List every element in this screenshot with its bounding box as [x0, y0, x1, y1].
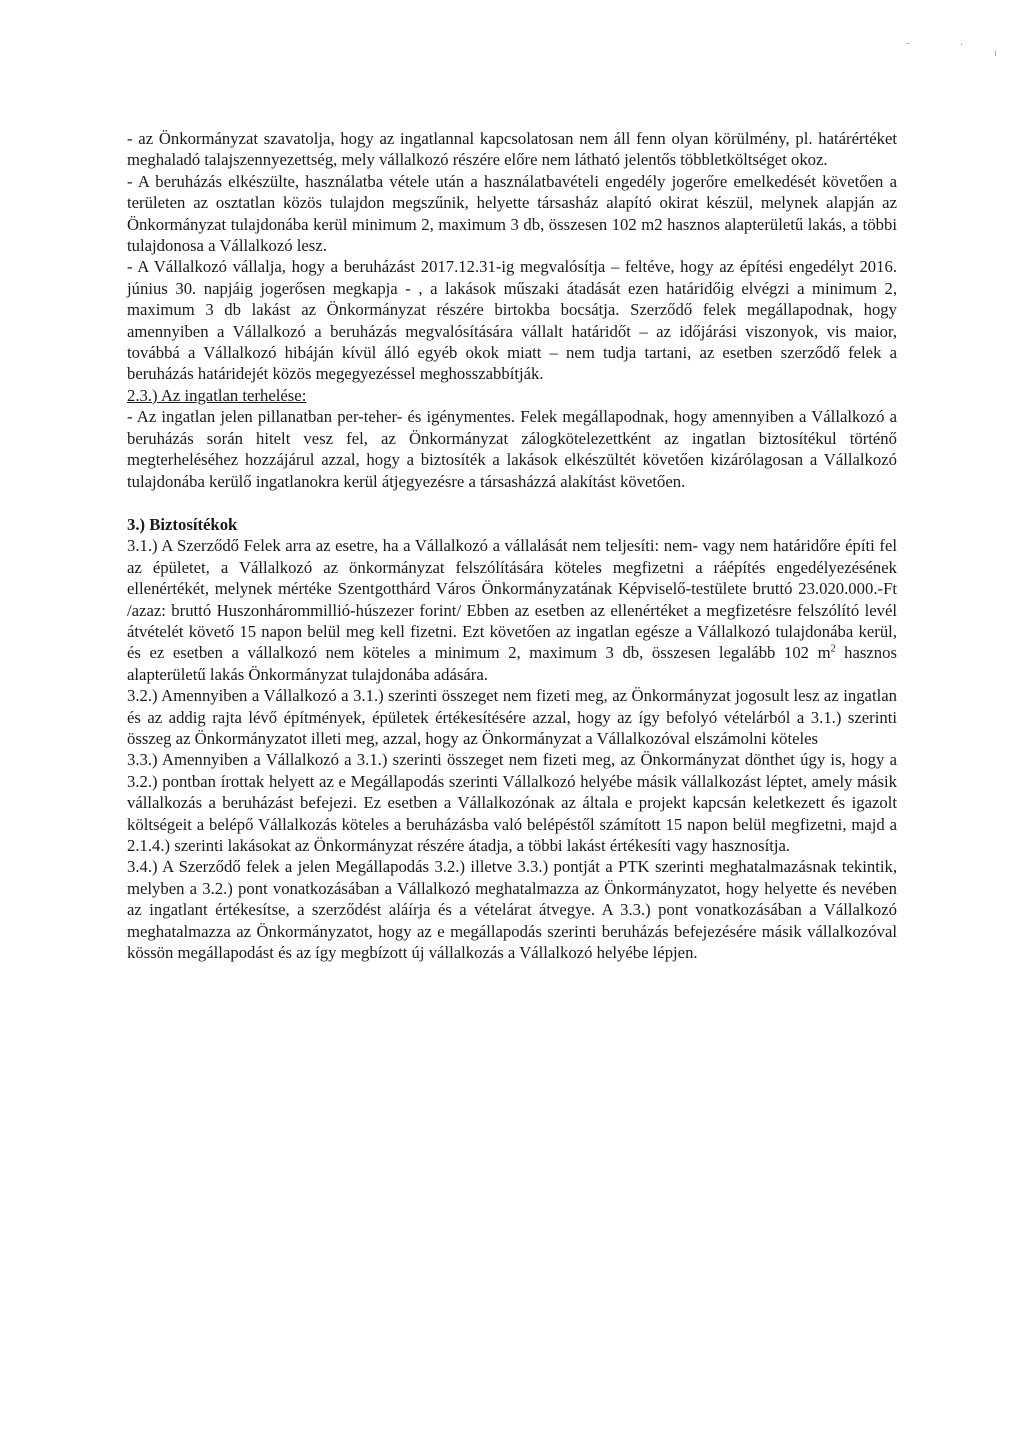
paragraph-condominium: - A beruházás elkészülte, használatba vétele után a használatbavételi engedély jogerőre emelkedését követően a területen az osztatlan közös tulajdon megszűnik, helyette társasház alapító okirat készül, melynek alapján az Önkormányzat tulajdonába kerül minimum 2, maximum 3 db, összesen 102 m2 hasznos alapterületű lakás, a többi tulajdonosa a Vállalkozó lesz.: [127, 171, 897, 256]
paragraph-3-4: 3.4.) A Szerződő felek a jelen Megállapodás 3.2.) illetve 3.3.) pontját a PTK szerinti meghatalmazásnak tekintik, melyben a 3.2.) pont vonatkozásában a Vállalkozó meghatalmazza az Önkormányzatot, hogy helyette és nevében az ingatlant értékesítse, a szerződést aláírja és a vételárat átvegye. A 3.3.) pont vonatkozásában a Vállalkozó meghatalmazza az Önkormányzatot, hogy az e megállapodás szerinti beruházás befejezésére másik vállalkozóval kössön megállapodást és az így megbízott új vállalkozás a Vállalkozó helyébe lépjen.: [127, 857, 897, 963]
section-heading-guarantees: 3.) Biztosítékok: [127, 514, 238, 534]
paragraph-encumbrance: - Az ingatlan jelen pillanatban per-teher- és igénymentes. Felek megállapodnak, hogy amennyiben a Vállalkozó a beruházás során hitelt vesz fel, az Önkormányzat zálogkötelezettként az ingatlan biztosítékul történő megterheléséhez hozzájárul azzal, hogy a biztosíték a lakások elkészültét követően kizárólagosan a Vállalkozó tulajdonába kerülő ingatlanokra kerül átjegyezésre a társasházzá alakítást követően.: [127, 407, 897, 491]
scan-artifact: ·: [960, 40, 964, 51]
paragraph-3-2: 3.2.) Amennyiben a Vállalkozó a 3.1.) szerinti összeget nem fizeti meg, az Önkormányzat jogosult lesz az ingatlan és az addig rajta lévő építmények, épületek értékesítésére azzal, hogy az így befolyó vételárból a 3.1.) szerinti összeg az Önkormányzatot illeti meg, azzal, hogy az Önkormányzat a Vállalkozóval elszámolni köteles: [127, 686, 897, 748]
document-body: [127, 128, 897, 963]
paragraph-3-1: 3.1.) A Szerződő Felek arra az esetre, ha a Vállalkozó a vállalását nem teljesíti: nem- vagy nem határidőre építi fel az épületet, a Vállalkozó az önkormányzat felszólítására köteles megfizetni a ráépítés engedélyezésének ellenértékét, melynek mértéke Szentgotthárd Város Önkormányzatának Képviselő-testülete bruttó 23.020.000.-Ft /azaz: bruttó Huszonhárommillió-húszezer forint/ Ebben az esetben az ellenértéket a megfizetésre felszólító levél átvételét követő 15 napon belül meg kell fizetni. Ezt követően az ingatlan egésze a Vállalkozó tulajdonába kerül, és ez esetben a vállalkozó nem köteles a minimum 2, maximum 3 db, összesen legalább 102 $m^2$ hasznos alapterületű lakás Önkormányzat tulajdonába adására.: [127, 536, 897, 684]
scan-artifact: ı: [994, 48, 997, 59]
scan-artifact: –: [905, 38, 910, 49]
paragraph-warranty: - az Önkormányzat szavatolja, hogy az ingatlannal kapcsolatosan nem áll fenn olyan körülmény, pl. határértéket meghaladó talajszennyezettség, mely vállalkozó részére előre nem látható jelentős többletköltséget okoz.: [127, 129, 897, 170]
paragraph-3-3: 3.3.) Amennyiben a Vállalkozó a 3.1.) szerinti összeget nem fizeti meg, az Önkormányzat dönthet úgy is, hogy a 3.2.) pontban írottak helyett az e Megállapodás szerinti Vállalkozó helyébe másik vállalkozást léptet, amely másik vállalkozás a beruházást befejezi. Ez esetben a Vállalkozónak az általa e projekt kapcsán keletkezett és igazolt költségeit a belépő Vállalkozás köteles a beruházásba való belépéstől számított 15 napon belül megfizetni, majd a 2.1.4.) szerinti lakásokat az Önkormányzat részére átadja, a többi lakást értékesíti vagy hasznosítja.: [127, 750, 897, 855]
paragraph-deadline: - A Vállalkozó vállalja, hogy a beruházást 2017.12.31-ig megvalósítja – feltéve, hogy az építési engedélyt 2016. június 30. napjáig jogerősen megkapja - , a lakások műszaki átadását ezen határidőig elvégzi a minimum 2, maximum 3 db lakást az Önkormányzat részére birtokba bocsátja. Szerződő felek megállapodnak, hogy amennyiben a Vállalkozó a beruházás megvalósítására vállalt határidőt – az időjárási viszonyok, vis maior, továbbá a Vállalkozó hibáján kívül álló egyéb okok miatt – nem tudja tartani, az esetben szerződő felek a beruházás határidejét közös megegyezéssel meghosszabbítják.: [127, 257, 897, 384]
subsection-heading: 2.3.) Az ingatlan terhelése:: [127, 385, 307, 405]
